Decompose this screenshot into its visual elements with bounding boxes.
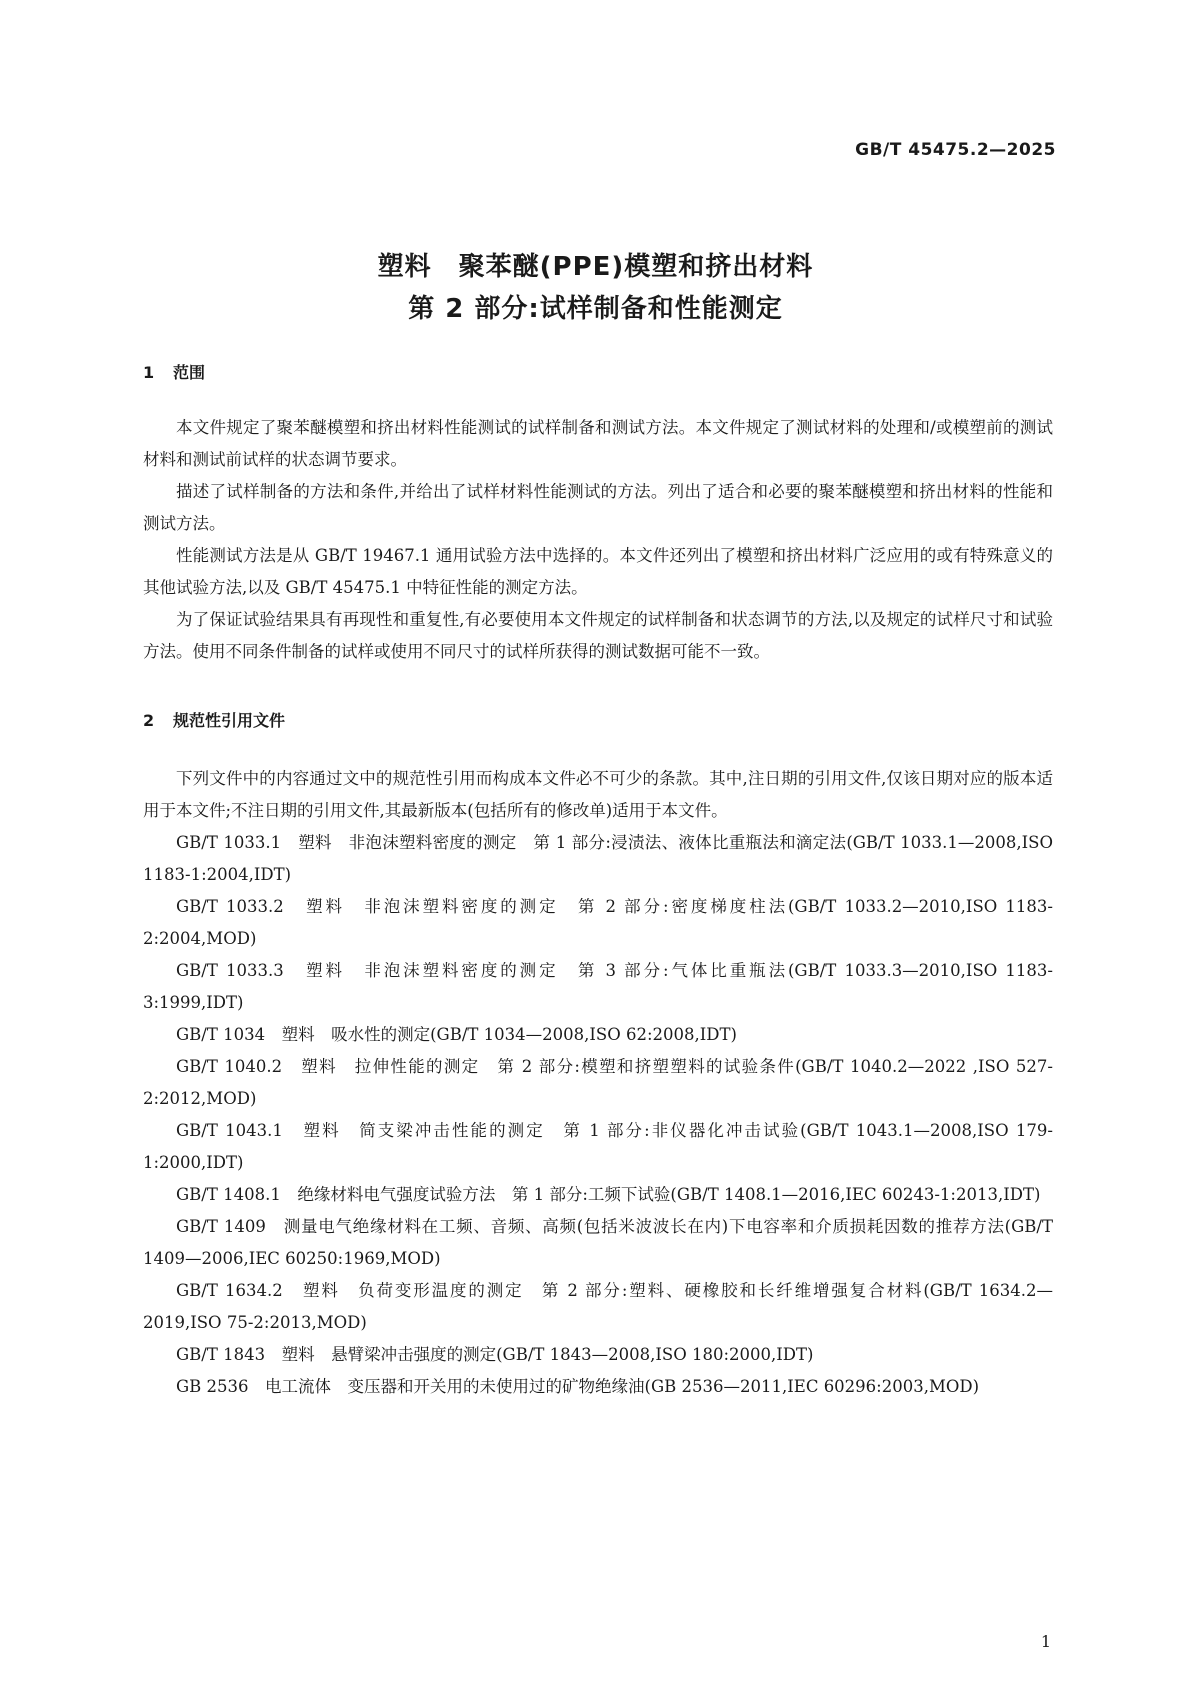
paragraph: 下列文件中的内容通过文中的规范性引用而构成本文件必不可少的条款。其中,注日期的引用文件,仅该日期对应的版本适用于本文件;不注日期的引用文件,其最新版本(包括所有的修改单)适用于本文件。 xyxy=(143,769,1053,820)
section-1-body xyxy=(143,412,1053,668)
reference-item: GB/T 1033.3 塑料 非泡沫塑料密度的测定 第 3 部分:气体比重瓶法(GB/T 1033.3—2010,ISO 1183-3:1999,IDT) xyxy=(143,961,1053,1012)
section-2-heading xyxy=(143,708,285,731)
reference-item: GB/T 1043.1 塑料 简支梁冲击性能的测定 第 1 部分:非仪器化冲击试验(GB/T 1043.1—2008,ISO 179-1:2000,IDT) xyxy=(143,1121,1053,1172)
reference-item: GB/T 1033.2 塑料 非泡沫塑料密度的测定 第 2 部分:密度梯度柱法(GB/T 1033.2—2010,ISO 1183-2:2004,MOD) xyxy=(143,897,1053,948)
paragraph: 为了保证试验结果具有再现性和重复性,有必要使用本文件规定的试样制备和状态调节的方法,以及规定的试样尺寸和试验方法。使用不同条件制备的试样或使用不同尺寸的试样所获得的测试数据可能不一致。 xyxy=(143,610,1053,661)
reference-item: GB/T 1408.1 绝缘材料电气强度试验方法 第 1 部分:工频下试验(GB/T 1408.1—2016,IEC 60243-1:2013,IDT) xyxy=(176,1185,1041,1204)
section-title: 范围 xyxy=(173,363,206,382)
reference-item: GB/T 1040.2 塑料 拉伸性能的测定 第 2 部分:模塑和挤塑塑料的试验条件(GB/T 1040.2—2022 ,ISO 527-2:2012,MOD) xyxy=(143,1057,1053,1108)
paragraph: 描述了试样制备的方法和条件,并给出了试样材料性能测试的方法。列出了适合和必要的聚苯醚模塑和挤出材料的性能和测试方法。 xyxy=(143,482,1053,533)
reference-item: GB/T 1634.2 塑料 负荷变形温度的测定 第 2 部分:塑料、硬橡胶和长纤维增强复合材料(GB/T 1634.2—2019,ISO 75-2:2013,MOD) xyxy=(143,1281,1053,1332)
reference-item: GB/T 1409 测量电气绝缘材料在工频、音频、高频(包括米波波长在内)下电容率和介质损耗因数的推荐方法(GB/T 1409—2006,IEC 60250:1969,MOD) xyxy=(143,1217,1053,1268)
document-title-line1: 塑料 聚苯醚(PPE)模塑和挤出材料 xyxy=(377,252,814,282)
section-number: 2 xyxy=(143,711,155,730)
page-number: 1 xyxy=(1040,1632,1051,1651)
reference-item: GB/T 1034 塑料 吸水性的测定(GB/T 1034—2008,ISO 62:2008,IDT) xyxy=(176,1025,737,1044)
document-title-line2: 第 2 部分:试样制备和性能测定 xyxy=(408,294,783,324)
reference-item: GB/T 1033.1 塑料 非泡沫塑料密度的测定 第 1 部分:浸渍法、液体比重瓶法和滴定法(GB/T 1033.1—2008,ISO 1183-1:2004,IDT) xyxy=(143,833,1053,884)
section-title: 规范性引用文件 xyxy=(173,711,286,730)
reference-item: GB 2536 电工流体 变压器和开关用的未使用过的矿物绝缘油(GB 2536—2011,IEC 60296:2003,MOD) xyxy=(176,1377,980,1396)
section-1-heading xyxy=(143,360,205,383)
standard-number: GB/T 45475.2—2025 xyxy=(855,140,1056,160)
reference-item: GB/T 1843 塑料 悬臂梁冲击强度的测定(GB/T 1843—2008,ISO 180:2000,IDT) xyxy=(176,1345,814,1364)
section-number: 1 xyxy=(143,363,155,382)
section-2-body xyxy=(143,763,1053,1403)
paragraph: 性能测试方法是从 GB/T 19467.1 通用试验方法中选择的。本文件还列出了模塑和挤出材料广泛应用的或有特殊意义的其他试验方法,以及 GB/T 45475.1 中特征性能的测定方法。 xyxy=(143,546,1053,597)
paragraph: 本文件规定了聚苯醚模塑和挤出材料性能测试的试样制备和测试方法。本文件规定了测试材料的处理和/或模塑前的测试材料和测试前试样的状态调节要求。 xyxy=(143,418,1053,469)
